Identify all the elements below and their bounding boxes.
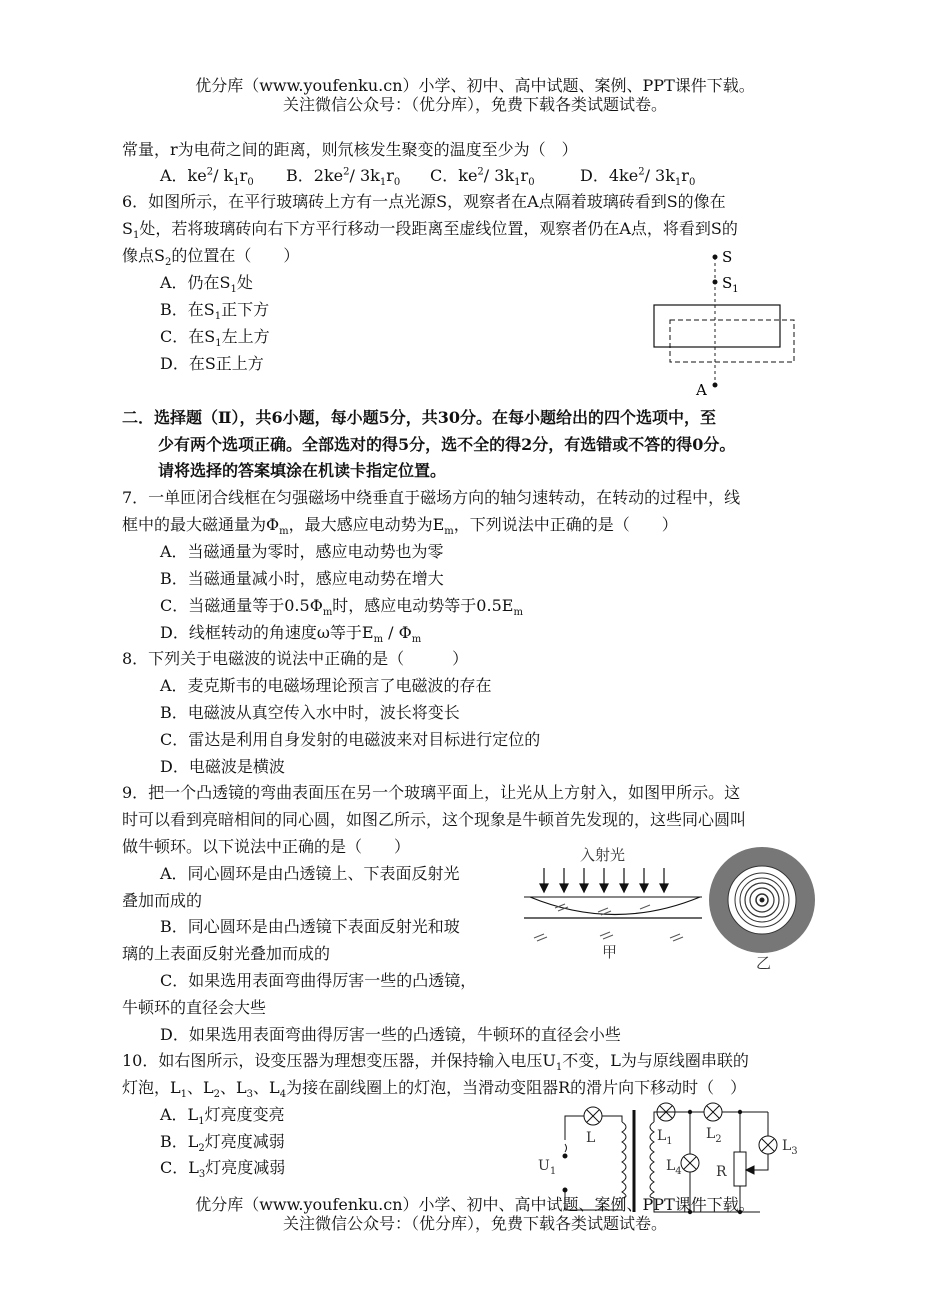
q9-option-b-line-1: B．同心圆环是由凸透镜下表面反射光和玻: [160, 917, 460, 936]
q6-point-s1: [713, 280, 718, 285]
q9-option-b-line-2: 璃的上表面反射光叠加而成的: [122, 944, 331, 963]
q8-option-c: C．雷达是利用自身发射的电磁波来对目标进行定位的: [160, 730, 541, 749]
q10-label-l: L: [586, 1130, 596, 1146]
q10-input-terminal-bottom: [563, 1188, 567, 1192]
q10-stem-line-2: 灯泡，$L_1$、$L_2$、$L_3$、$L_4$为接在副线圈上的灯泡，当滑动变阻器R的滑片向下移动时（ ）: [122, 1078, 747, 1101]
q10-primary-wire-top: [565, 1116, 584, 1140]
q5-stem-continuation: 常量，r为电荷之间的距离，则氘核发生聚变的温度至少为（ ）: [122, 140, 578, 159]
q9-lens-curved-surface: [530, 897, 700, 915]
q10-rheostat-slider: [746, 1166, 754, 1174]
q7-option-a: A．当磁通量为零时，感应电动势也为零: [160, 542, 444, 561]
q10-option-b: B．$L_2$灯亮度减弱: [160, 1132, 285, 1155]
q10-input-terminal-top: [563, 1154, 567, 1158]
footer-line-1: 优分库（www.youfenku.cn）小学、初中、高中试题、案例、PPT课件下载。: [195, 1195, 755, 1214]
q9-option-c-line-1: C．如果选用表面弯曲得厉害一些的凸透镜，: [160, 971, 477, 990]
q7-option-c: C．当磁通量等于$0.5\Phi_m$时，感应电动势等于$0.5E_m$: [160, 596, 523, 619]
q9-figure-yi-newton-rings: [708, 846, 818, 971]
q6-label-s: S: [722, 248, 733, 266]
q10-label-u1: $U_1$: [538, 1158, 557, 1177]
q7-option-d: D．线框转动的角速度ω等于$E_m / \Phi_m$: [160, 623, 422, 646]
q9-label-yi: 乙: [756, 954, 772, 972]
q6-option-b: B．在$S_1$正下方: [160, 300, 270, 323]
q6-label-s1: $S_1$: [722, 274, 739, 295]
q9-stem-line-2: 时可以看到亮暗相间的同心圆，如图乙所示，这个现象是牛顿首先发现的，这些同心圆叫: [122, 810, 747, 829]
q10-option-c: C．$L_3$灯亮度减弱: [160, 1158, 286, 1181]
q7-stem-line-1: 7．一单匝闭合线框在匀强磁场中绕垂直于磁场方向的轴匀速转动，在转动的过程中，线: [122, 488, 741, 507]
q10-rheostat-r: [734, 1152, 746, 1186]
q5-option-a: A．$ke^2/$ $k_1r_0$: [160, 166, 254, 189]
q10-input-source: [565, 1144, 567, 1152]
section-2-heading-line-1: 二．选择题（Ⅱ），共6小题，每小题5分，共30分。在每小题给出的四个选项中，至: [122, 408, 717, 427]
q9-figure-jia-lens-on-plate: [520, 842, 705, 962]
header-line-2: 关注微信公众号：（优分库），免费下载各类试题试卷。: [282, 95, 667, 114]
q9-stem-line-3: 做牛顿环。以下说法中正确的是（ ）: [122, 837, 411, 856]
q6-label-a: A: [696, 381, 707, 399]
q5-option-c: C．$ke^2/$ $3k_1r_0$: [430, 166, 535, 189]
q9-option-a-line-1: A．同心圆环是由凸透镜上、下表面反射光: [160, 864, 460, 883]
q8-option-d: D．电磁波是横波: [160, 757, 285, 776]
q10-label-l2: $L_2$: [706, 1126, 722, 1145]
q10-label-l3: $L_3$: [782, 1138, 798, 1157]
q8-option-b: B．电磁波从真空传入水中时，波长将变长: [160, 703, 460, 722]
q6-stem-line-2: $S_1$处，若将玻璃砖向右下方平行移动一段距离至虚线位置，观察者仍在A点，将看到S的: [122, 219, 738, 242]
q9-option-c-line-2: 牛顿环的直径会大些: [122, 998, 267, 1017]
q6-stem-line-3: 像点$S_2$的位置在（ ）: [122, 246, 300, 269]
q6-shifted-slab: [670, 320, 794, 362]
q6-option-d: D．在S正上方: [160, 354, 264, 373]
q7-stem-line-2: 框中的最大磁通量为$\Phi_m$，最大感应电动势为$E_m$，下列说法中正确的是（ ）: [122, 515, 678, 538]
q10-primary-coil: [622, 1122, 626, 1198]
header-line-1: 优分库（www.youfenku.cn）小学、初中、高中试题、案例、PPT课件下载。: [195, 76, 755, 95]
q9-option-d: D．如果选用表面弯曲得厉害一些的凸透镜，牛顿环的直径会小些: [160, 1025, 621, 1044]
q6-option-c: C．在$S_1$左上方: [160, 327, 270, 350]
q6-option-a: A．仍在$S_1$处: [160, 273, 253, 296]
q9-label-jia: 甲: [602, 943, 618, 961]
q6-point-a: [713, 383, 718, 388]
q10-label-l4: $L_4$: [666, 1158, 682, 1177]
section-2-heading-line-3: 请将选择的答案填涂在机读卡指定位置。: [158, 461, 447, 480]
q10-label-r: R: [716, 1164, 727, 1180]
q9-incident-arrows: [540, 868, 668, 892]
q5-option-b: B．$2ke^2/$ $3k_1r_0$: [286, 166, 401, 189]
q10-secondary-coil: [650, 1122, 654, 1198]
section-2-heading-line-2: 少有两个选项正确。全部选对的得5分，选不全的得2分，有选错或不答的得0分。: [158, 435, 736, 454]
q10-stem-line-1: 10．如右图所示，设变压器为理想变压器，并保持输入电压$U_1$不变，L为与原线圈串联的: [122, 1051, 749, 1074]
q6-stem-line-1: 6．如图所示，在平行玻璃砖上方有一点光源S，观察者在A点隔着玻璃砖看到S的像在: [122, 192, 726, 211]
q10-option-a: A．$L_1$灯亮度变亮: [160, 1105, 285, 1128]
q5-option-d: D．$4ke^2/$ $3k_1r_0$: [580, 166, 696, 189]
q9-option-a-line-2: 叠加而成的: [122, 891, 203, 910]
q7-option-b: B．当磁通量减小时，感应电动势在增大: [160, 569, 444, 588]
q10-label-l1: $L_1$: [657, 1128, 673, 1147]
q8-option-a: A．麦克斯韦的电磁场理论预言了电磁波的存在: [160, 676, 492, 695]
q6-glass-slab: [654, 305, 780, 347]
q9-label-incident-light: 入射光: [580, 846, 626, 864]
q8-stem: 8．下列关于电磁波的说法中正确的是（ ）: [122, 649, 469, 668]
q6-glass-slab-figure: [640, 245, 810, 400]
footer-line-2: 关注微信公众号：（优分库），免费下载各类试题试卷。: [282, 1214, 667, 1233]
q9-ring-center: [760, 898, 765, 903]
q6-point-s: [713, 255, 718, 260]
q9-stem-line-1: 9．把一个凸透镜的弯曲表面压在另一个玻璃平面上，让光从上方射入，如图甲所示。这: [122, 783, 741, 802]
